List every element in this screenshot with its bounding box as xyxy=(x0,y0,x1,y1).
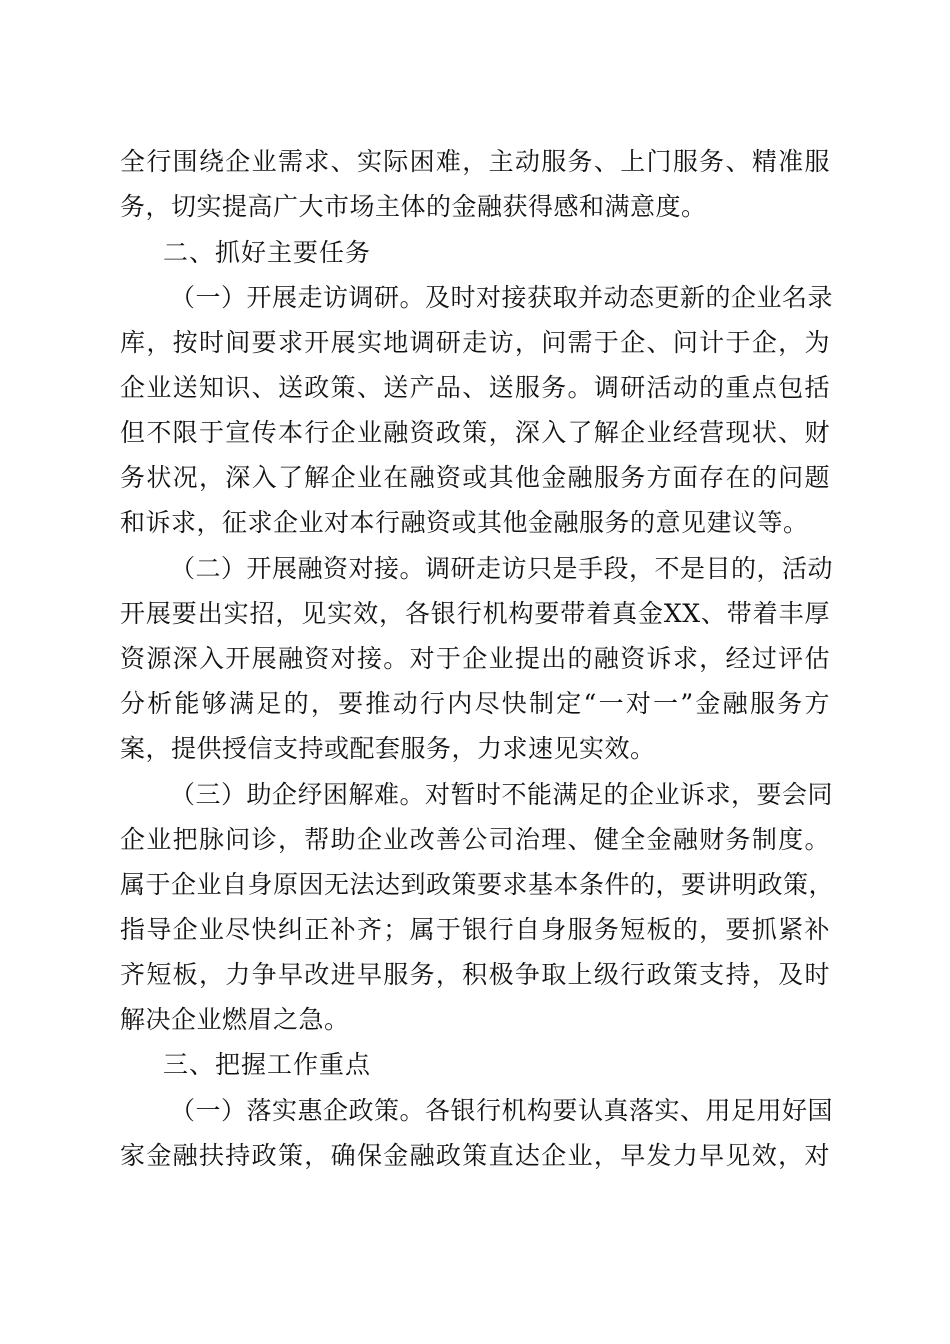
text-line: 家金融扶持政策，确保金融政策直达企业，早发力早见效，对 xyxy=(120,1141,830,1170)
text-span: 调研走访只是手段，不是目的，活动 xyxy=(425,554,834,583)
text-line: 开展要出实招，见实效，各银行机构要带着真金XX、带着丰厚 xyxy=(120,599,830,628)
text-span: 各银行机构要认真落实、用足用好国 xyxy=(425,1096,834,1125)
subsection-title: （三）助企纾困解难。 xyxy=(170,780,426,809)
subsection-title: （一）开展走访调研。 xyxy=(170,283,426,312)
section-heading: 二、抓好主要任务 xyxy=(163,238,372,267)
text-line: 资源深入开展融资对接。对于企业提出的融资诉求，经过评估 xyxy=(120,644,830,673)
text-line: 指导企业尽快纠正补齐；属于银行自身服务短板的，要抓紧补 xyxy=(120,915,830,944)
text-line: 属于企业自身原因无法达到政策要求基本条件的，要讲明政策， xyxy=(120,870,835,899)
text-span: 及时对接获取并动态更新的企业名录 xyxy=(425,283,834,312)
paragraph-first-line xyxy=(170,276,834,320)
paragraph-first-line xyxy=(170,773,834,817)
text-line: 务状况，深入了解企业在融资或其他金融服务方面存在的问题 xyxy=(120,463,830,492)
subsection-title: （二）开展融资对接。 xyxy=(170,554,426,583)
text-line: 解决企业燃眉之急。 xyxy=(120,1005,350,1034)
text-line: 企业送知识、送政策、送产品、送服务。调研活动的重点包括 xyxy=(120,373,830,402)
text-line: 但不限于宣传本行企业融资政策，深入了解企业经营现状、财 xyxy=(120,418,830,447)
text-line: 分析能够满足的，要推动行内尽快制定“一对一”金融服务方 xyxy=(120,689,830,718)
text-line: 企业把脉问诊，帮助企业改善公司治理、健全金融财务制度。 xyxy=(120,825,830,854)
text-line: 齐短板，力争早改进早服务，积极争取上级行政策支持，及时 xyxy=(120,960,830,989)
text-line: 和诉求，征求企业对本行融资或其他金融服务的意见建议等。 xyxy=(120,508,809,537)
text-line: 库，按时间要求开展实地调研走访，问需于企、问计于企，为 xyxy=(120,328,830,357)
text-line: 全行围绕企业需求、实际困难，主动服务、上门服务、精准服 xyxy=(120,147,830,176)
text-line: 案，提供授信支持或配套服务，力求速见实效。 xyxy=(120,734,656,763)
paragraph-first-line xyxy=(170,1089,834,1133)
text-line: 务，切实提高广大市场主体的金融获得感和满意度。 xyxy=(120,192,707,221)
subsection-title: （一）落实惠企政策。 xyxy=(170,1096,426,1125)
paragraph-first-line xyxy=(170,547,834,591)
section-heading: 三、把握工作重点 xyxy=(163,1050,372,1079)
text-span: 对暂时不能满足的企业诉求，要会同 xyxy=(425,780,834,809)
